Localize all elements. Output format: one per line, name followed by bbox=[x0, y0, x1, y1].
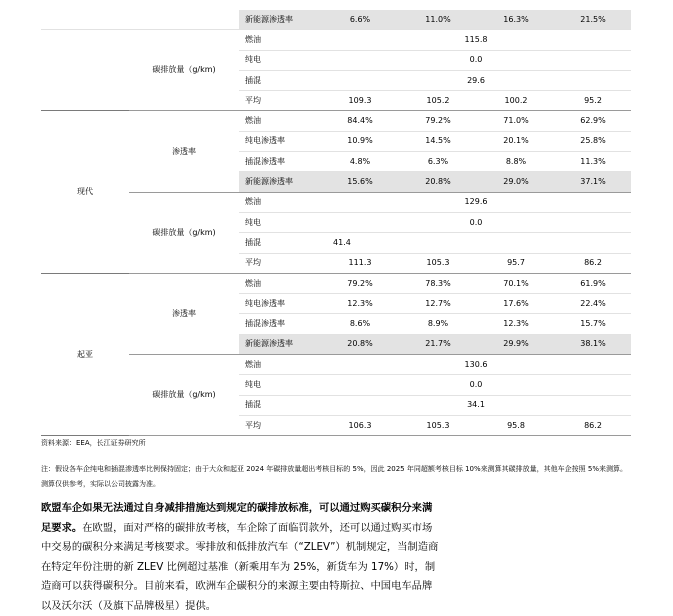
row-label: 燃油 bbox=[239, 111, 321, 131]
value-cell: 29.9% bbox=[477, 334, 555, 354]
value-cell: 12.3% bbox=[321, 294, 399, 314]
value-cell: 21.7% bbox=[399, 334, 477, 354]
row-label: 新能源渗透率 bbox=[239, 334, 321, 354]
value-cell: 14.5% bbox=[399, 131, 477, 151]
row-label: 燃油 bbox=[239, 30, 321, 50]
value-cell: 84.4% bbox=[321, 111, 399, 131]
group-label: 渗透率 bbox=[129, 111, 239, 192]
value-cell-merged: 41.4 bbox=[321, 233, 631, 253]
value-cell: 105.2 bbox=[399, 91, 477, 111]
row-label: 插混 bbox=[239, 70, 321, 90]
table-row bbox=[41, 192, 631, 212]
value-cell: 105.3 bbox=[399, 415, 477, 435]
row-label: 燃油 bbox=[239, 192, 321, 212]
brand-cell: 现代 bbox=[41, 111, 129, 273]
value-cell: 11.3% bbox=[555, 152, 631, 172]
row-label: 平均 bbox=[239, 91, 321, 111]
row-label: 纯电渗透率 bbox=[239, 294, 321, 314]
value-cell: 106.3 bbox=[321, 415, 399, 435]
value-cell: 105.3 bbox=[399, 253, 477, 273]
table-row bbox=[41, 111, 631, 131]
value-cell: 20.8% bbox=[321, 334, 399, 354]
value-cell: 12.3% bbox=[477, 314, 555, 334]
value-cell-merged: 34.1 bbox=[321, 395, 631, 415]
value-cell: 61.9% bbox=[555, 273, 631, 293]
value-cell: 17.6% bbox=[477, 294, 555, 314]
value-cell: 8.9% bbox=[399, 314, 477, 334]
row-label: 插混渗透率 bbox=[239, 152, 321, 172]
row-label: 插混 bbox=[239, 233, 321, 253]
value-cell: 20.8% bbox=[399, 172, 477, 192]
table-row bbox=[41, 30, 631, 50]
value-cell: 6.6% bbox=[321, 10, 399, 30]
value-cell: 86.2 bbox=[555, 253, 631, 273]
value-cell-merged: 0.0 bbox=[321, 50, 631, 70]
value-cell: 8.8% bbox=[477, 152, 555, 172]
value-cell: 15.6% bbox=[321, 172, 399, 192]
value-cell-merged: 0.0 bbox=[321, 212, 631, 232]
row-label: 插混 bbox=[239, 395, 321, 415]
row-label: 平均 bbox=[239, 415, 321, 435]
group-label: 碳排放量（g/km) bbox=[129, 30, 239, 111]
table-row bbox=[41, 10, 631, 30]
emissions-table bbox=[41, 10, 631, 436]
group-cell bbox=[129, 10, 239, 30]
value-cell: 12.7% bbox=[399, 294, 477, 314]
value-cell-merged: 0.0 bbox=[321, 375, 631, 395]
row-label: 纯电渗透率 bbox=[239, 131, 321, 151]
value-cell: 15.7% bbox=[555, 314, 631, 334]
value-cell: 20.1% bbox=[477, 131, 555, 151]
source-note: 资料来源：EEA，长江证券研究所 bbox=[41, 439, 146, 447]
brand-cell bbox=[41, 30, 129, 111]
value-cell: 37.1% bbox=[555, 172, 631, 192]
value-cell: 78.3% bbox=[399, 273, 477, 293]
value-cell-merged: 115.8 bbox=[321, 30, 631, 50]
value-cell: 100.2 bbox=[477, 91, 555, 111]
row-label: 燃油 bbox=[239, 355, 321, 375]
group-label: 碳排放量（g/km) bbox=[129, 355, 239, 436]
value-cell: 71.0% bbox=[477, 111, 555, 131]
group-label: 碳排放量（g/km) bbox=[129, 192, 239, 273]
value-cell: 29.0% bbox=[477, 172, 555, 192]
table-row bbox=[41, 273, 631, 293]
value-cell-merged: 29.6 bbox=[321, 70, 631, 90]
value-cell: 86.2 bbox=[555, 415, 631, 435]
row-label: 新能源渗透率 bbox=[239, 10, 321, 30]
value-cell: 79.2% bbox=[321, 273, 399, 293]
value-cell: 111.3 bbox=[321, 253, 399, 273]
value-cell: 95.7 bbox=[477, 253, 555, 273]
row-label: 纯电 bbox=[239, 50, 321, 70]
value-cell: 62.9% bbox=[555, 111, 631, 131]
table-row bbox=[41, 355, 631, 375]
value-cell-merged: 130.6 bbox=[321, 355, 631, 375]
value-cell: 21.5% bbox=[555, 10, 631, 30]
value-cell: 79.2% bbox=[399, 111, 477, 131]
row-label: 燃油 bbox=[239, 273, 321, 293]
value-cell: 25.8% bbox=[555, 131, 631, 151]
value-cell: 95.2 bbox=[555, 91, 631, 111]
row-label: 纯电 bbox=[239, 212, 321, 232]
value-cell: 70.1% bbox=[477, 273, 555, 293]
value-cell-merged: 129.6 bbox=[321, 192, 631, 212]
value-cell: 16.3% bbox=[477, 10, 555, 30]
body-paragraph bbox=[41, 499, 441, 616]
value-cell: 6.3% bbox=[399, 152, 477, 172]
value-cell: 95.8 bbox=[477, 415, 555, 435]
value-cell: 4.8% bbox=[321, 152, 399, 172]
paragraph-lead: 欧盟车企如果无法通过自身减排措施达到规定的碳排放标准，可以通过购买碳积分来满足要求。 bbox=[41, 502, 433, 534]
row-label: 插混渗透率 bbox=[239, 314, 321, 334]
value-cell: 22.4% bbox=[555, 294, 631, 314]
value-cell: 10.9% bbox=[321, 131, 399, 151]
footnote: 注：假设各车企纯电和插混渗透率比例保持固定；由于大众和起亚 2024 年碳排放量超出考核目标的 5%，因此 2025 年同超额考核目标 10%来测算其碳排放量，其他车企按照 5%来测算。测算仅供参考，实际以公司披露为准。 bbox=[41, 465, 627, 488]
paragraph-body: 在欧盟，面对严格的碳排放考核，车企除了面临罚款外，还可以通过购买市场中交易的碳积分来满足考核要求。零排放和低排放汽车（“ZLEV”）机制规定，当制造商在特定年份注册的新 ZLEV 比例超过基准（新乘用车为 25%，新货车为 17%）时，制造商可以获得碳积分。目前来看，欧洲车企碳积分的来源主要由特斯拉、中国电车品牌以及沃尔沃（及旗下品牌极星）提供。 bbox=[41, 521, 439, 612]
brand-cell bbox=[41, 10, 129, 30]
value-cell: 38.1% bbox=[555, 334, 631, 354]
value-cell: 109.3 bbox=[321, 91, 399, 111]
brand-cell: 起亚 bbox=[41, 273, 129, 435]
row-label: 平均 bbox=[239, 253, 321, 273]
value-cell: 11.0% bbox=[399, 10, 477, 30]
group-label: 渗透率 bbox=[129, 273, 239, 354]
row-label: 新能源渗透率 bbox=[239, 172, 321, 192]
row-label: 纯电 bbox=[239, 375, 321, 395]
value-cell: 8.6% bbox=[321, 314, 399, 334]
